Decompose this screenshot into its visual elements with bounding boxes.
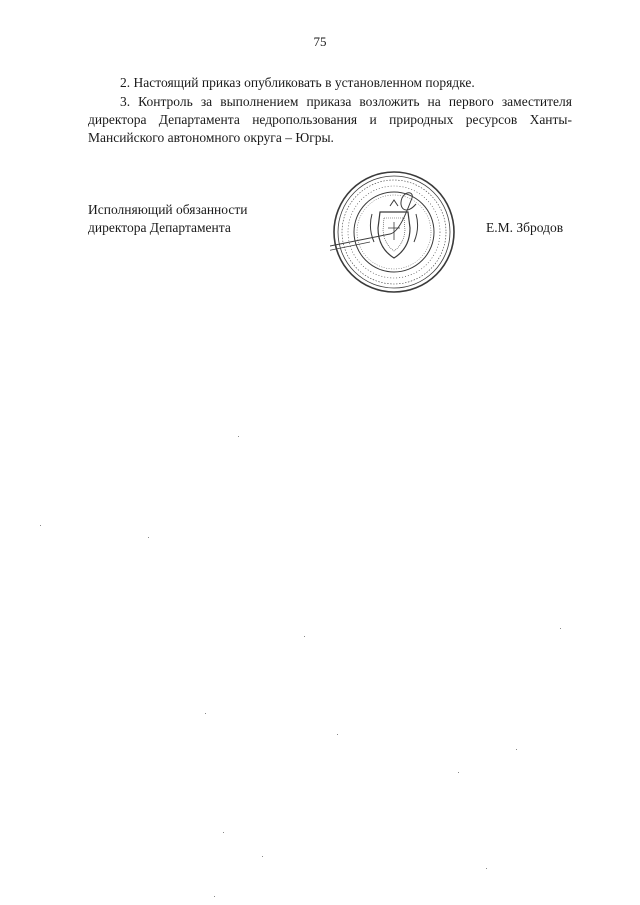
scan-speck	[304, 636, 305, 637]
scan-speck	[223, 832, 224, 833]
scan-speck	[337, 734, 338, 735]
scan-speck	[214, 896, 215, 897]
page-number: 75	[313, 34, 327, 49]
signatory-title-line-2: директора Департамента	[88, 220, 231, 235]
paragraph-3: 3. Контроль за выполнением приказа возложить на первого заместителя директора Департамента недропользования и природных ресурсов Ханты-Мансийского автономного округа – Югры.	[88, 94, 572, 145]
scan-speck	[205, 713, 206, 714]
official-seal-icon	[330, 168, 458, 296]
scan-speck	[458, 772, 459, 773]
scan-speck	[486, 868, 487, 869]
signatory-name: Е.М. Збродов	[486, 220, 564, 235]
signatory-title-line-1: Исполняющий обязанности	[88, 202, 248, 217]
scan-speck	[40, 525, 41, 526]
scan-speck	[560, 628, 561, 629]
scan-speck	[516, 749, 517, 750]
paragraph-2: 2. Настоящий приказ опубликовать в установленном порядке.	[120, 75, 475, 90]
scan-speck	[238, 436, 239, 437]
signatory-title	[88, 201, 247, 237]
scan-speck	[148, 537, 149, 538]
scan-speck	[262, 856, 263, 857]
